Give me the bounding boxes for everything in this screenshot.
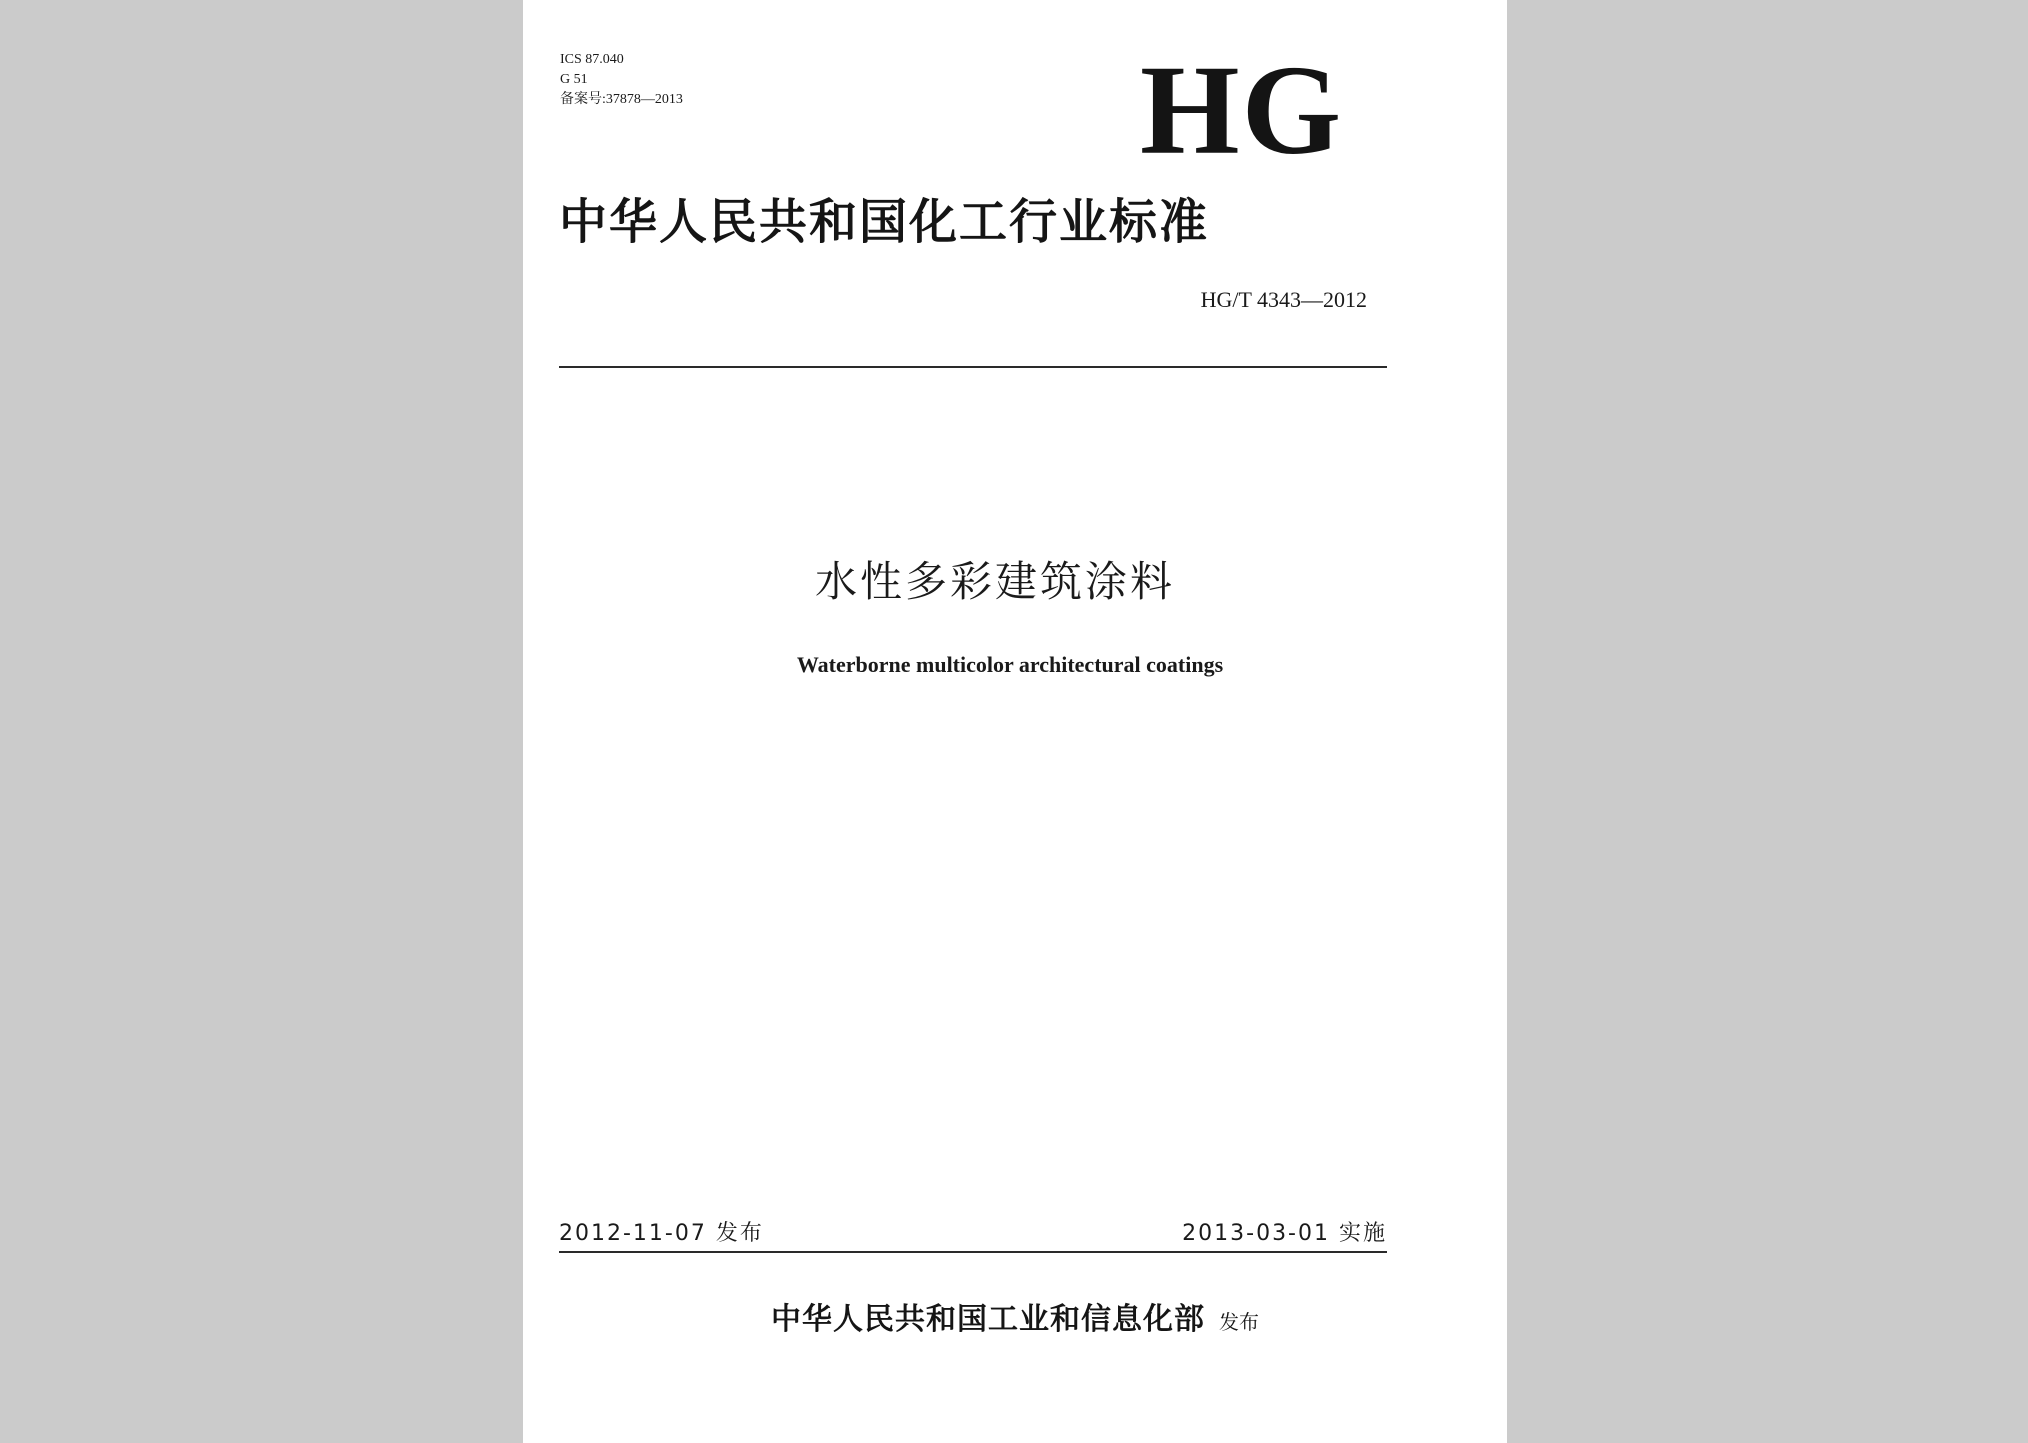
document-title-english: Waterborne multicolor architectural coatings xyxy=(796,652,1224,677)
document-page xyxy=(523,0,1507,1443)
issuing-authority: 中华人民共和国工业和信息化部 xyxy=(771,1302,1205,1337)
hg-logo: HG xyxy=(1140,39,1344,181)
ccs-code: G 51 xyxy=(560,72,588,87)
dates-row xyxy=(559,1218,1387,1250)
issuer-row xyxy=(523,1300,1507,1342)
document-title-chinese: 水性多彩建筑涂料 xyxy=(814,557,1175,606)
issuer-suffix: 发布 xyxy=(1219,1310,1259,1334)
issue-date: 2012-11-07 发布 xyxy=(559,1221,764,1246)
filing-number: 备案号:37878—2013 xyxy=(560,92,683,107)
standard-type-title: 中华人民共和国化工行业标准 xyxy=(559,194,1210,250)
top-divider xyxy=(559,366,1387,368)
standard-number: HG/T 4343—2012 xyxy=(1200,287,1367,312)
implementation-date: 2013-03-01 实施 xyxy=(1182,1221,1387,1246)
classification-block xyxy=(560,50,683,110)
ics-code: ICS 87.040 xyxy=(560,52,624,67)
bottom-divider xyxy=(559,1251,1387,1253)
